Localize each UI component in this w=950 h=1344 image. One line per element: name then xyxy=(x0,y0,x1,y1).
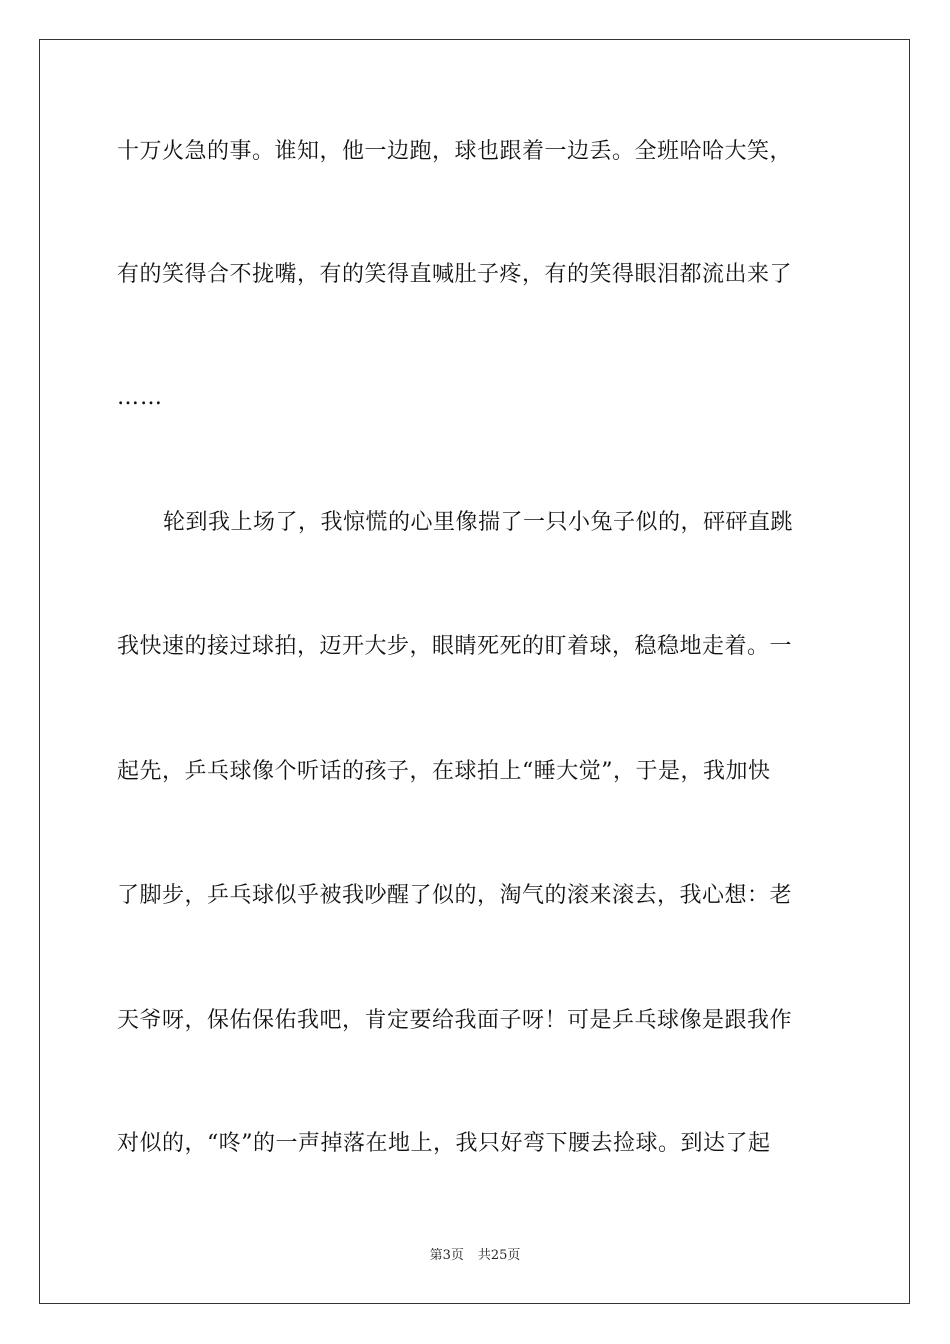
text-line-4: 轮到我上场了，我惊慌的心里像揣了一只小兔子似的，砰砰直跳 xyxy=(163,510,794,535)
text-line-2: 有的笑得合不拢嘴，有的笑得直喊肚子疼，有的笑得眼泪都流出来了 xyxy=(117,262,793,287)
page-number: 第3页 xyxy=(429,1248,464,1263)
text-line-5: 我快速的接过球拍，迈开大步，眼睛死死的盯着球，稳稳地走着。一 xyxy=(117,634,793,659)
text-line-6: 起先，乒乓球像个听话的孩子，在球拍上“睡大觉”，于是，我加快 xyxy=(117,759,771,784)
page-border xyxy=(39,39,910,1304)
page-total: 共25页 xyxy=(477,1248,521,1263)
text-line-3: …… xyxy=(117,385,163,410)
text-line-1: 十万火急的事。谁知，他一边跑，球也跟着一边丢。全班哈哈大笑， xyxy=(117,139,793,164)
page-footer xyxy=(0,1247,950,1265)
text-line-7: 了脚步，乒乓球似乎被我吵醒了似的，淘气的滚来滚去，我心想：老 xyxy=(117,883,793,908)
text-line-8: 天爷呀，保佑保佑我吧，肯定要给我面子呀！可是乒乓球像是跟我作 xyxy=(117,1008,793,1033)
text-line-9: 对似的，“咚”的一声掉落在地上，我只好弯下腰去捡球。到达了起 xyxy=(117,1131,771,1156)
